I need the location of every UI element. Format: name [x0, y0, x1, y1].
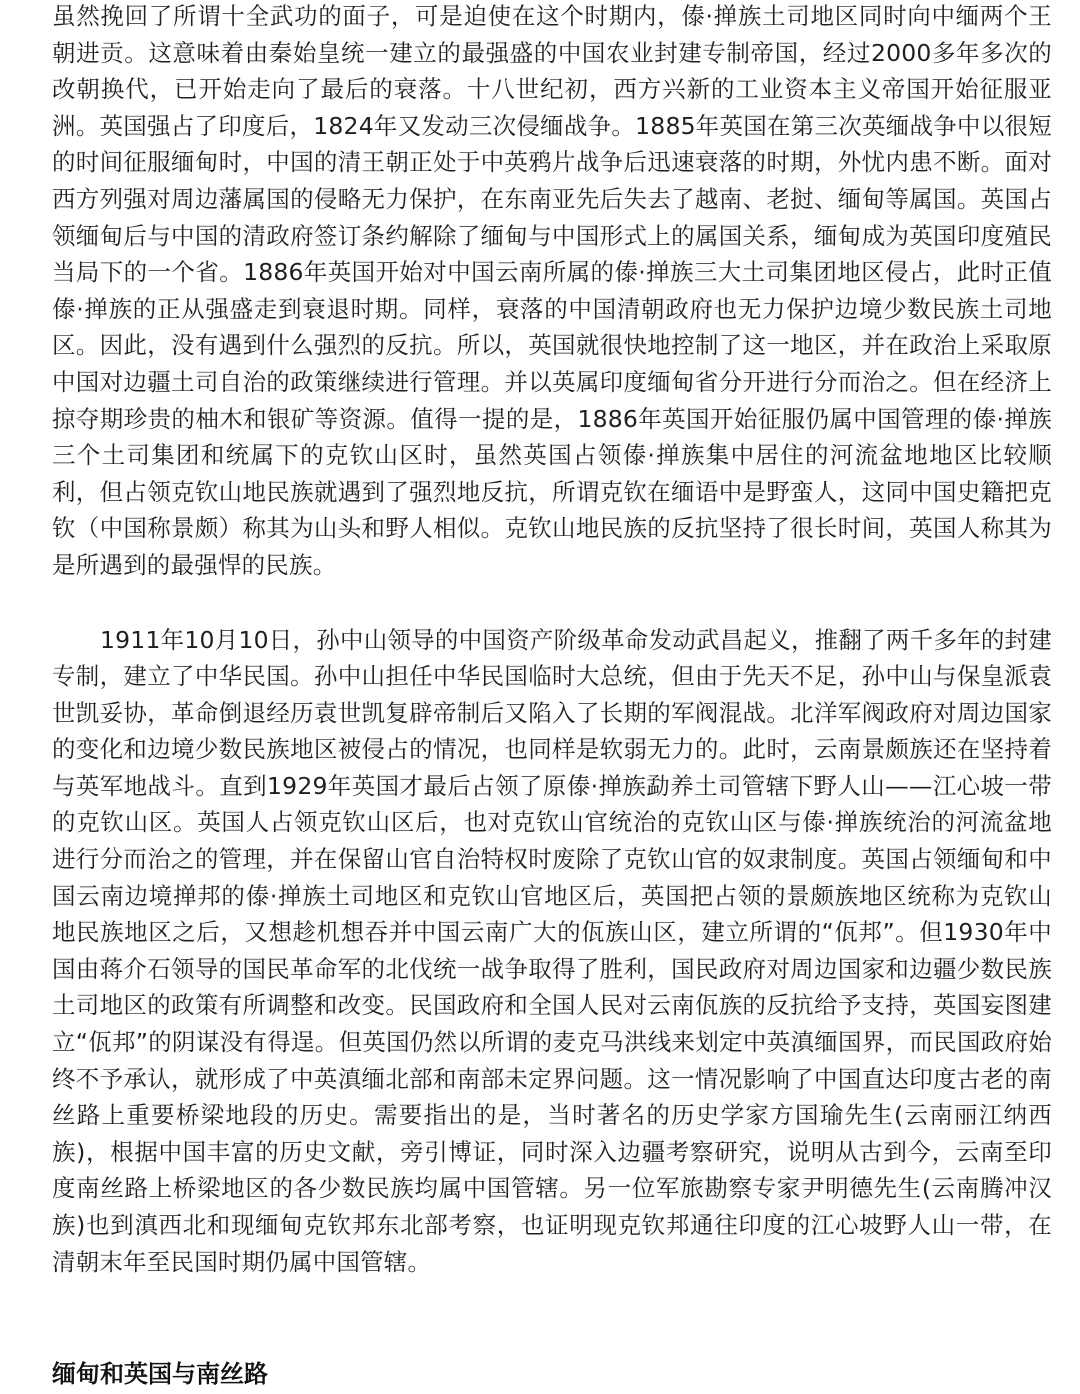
paragraph: 虽然挽回了所谓十全武功的面子，可是迫使在这个时期内，傣·掸族土司地区同时向中缅两个王朝进贡。这意味着由秦始皇统一建立的最强盛的中国农业封建专制帝国，经过2000多年多次的改朝换代，已开始走向了最后的衰落。十八世纪初，西方兴新的工业资本主义帝国开始征服亚洲。英国强占了印度后，1824年又发动三次侵缅战争。1885年英国在第三次英缅战争中以很短的时间征服缅甸时，中国的清王朝正处于中英鸦片战争后迅速衰落的时期，外忧内患不断。面对西方列强对周边藩属国的侵略无力保护，在东南亚先后失去了越南、老挝、缅甸等属国。英国占领缅甸后与中国的清政府签订条约解除了缅甸与中国形式上的属国关系，缅甸成为英国印度殖民当局下的一个省。1886年英国开始对中国云南所属的傣·掸族三大土司集团地区侵占，此时正值傣·掸族的正从强盛走到衰退时期。同样，衰落的中国清朝政府也无力保护边境少数民族土司地区。因此，没有遇到什么强烈的反抗。所以，英国就很快地控制了这一地区，并在政治上采取原中国对边疆土司自治的政策继续进行管理。并以英属印度缅甸省分开进行分而治之。但在经济上掠夺期珍贵的柚木和银矿等资源。值得一提的是，1886年英国开始征服仍属中国管理的傣·掸族三个土司集团和统属下的克钦山区时，虽然英国占领傣·掸族集中居住的河流盆地地区比较顺利，但占领克钦山地民族就遇到了强烈地反抗，所谓克钦在缅语中是野蛮人，这同中国史籍把克钦（中国称景颇）称其为山头和野人相似。克钦山地民族的反抗坚持了很长时间，英国人称其为是所遇到的最强悍的民族。: [52, 2, 1052, 579]
section-heading: 缅甸和英国与南丝路: [52, 1360, 268, 1388]
article-body: [52, 0, 1052, 1280]
paragraph: 1911年10月10日，孙中山领导的中国资产阶级革命发动武昌起义，推翻了两千多年的封建专制，建立了中华民国。孙中山担任中华民国临时大总统，但由于先天不足，孙中山与保皇派袁世凯妥协，革命倒退经历袁世凯复辟帝制后又陷入了长期的军阀混战。北洋军阀政府对周边国家的变化和边境少数民族地区被侵占的情况，也同样是软弱无力的。此时，云南景颇族还在坚持着与英军地战斗。直到1929年英国才最后占领了原傣·掸族勐养土司管辖下野人山——江心坡一带的克钦山区。英国人占领克钦山区后，也对克钦山官统治的克钦山区与傣·掸族统治的河流盆地进行分而治之的管理，并在保留山官自治特权时废除了克钦山官的奴隶制度。英国占领缅甸和中国云南边境掸邦的傣·掸族土司地区和克钦山官地区后，英国把占领的景颇族地区统称为克钦山地民族地区之后，又想趁机想吞并中国云南广大的佤族山区，建立所谓的“佤邦”。但1930年中国由蒋介石领导的国民革命军的北伐统一战争取得了胜利，国民政府对周边国家和边疆少数民族土司地区的政策有所调整和改变。民国政府和全国人民对云南佤族的反抗给予支持，英国妄图建立“佤邦”的阴谋没有得逞。但英国仍然以所谓的麦克马洪线来划定中英滇缅国界，而民国政府始终不予承认，就形成了中英滇缅北部和南部未定界问题。这一情况影响了中国直达印度古老的南丝路上重要桥梁地段的历史。需要指出的是，当时著名的历史学家方国瑜先生(云南丽江纳西族)，根据中国丰富的历史文献，旁引博证，同时深入边疆考察研究，说明从古到今，云南至印度南丝路上桥梁地区的各少数民族均属中国管辖。另一位军旅勘察专家尹明德先生(云南腾冲汉族)也到滇西北和现缅甸克钦邦东北部考察，也证明现克钦邦通往印度的江心坡野人山一带，在清朝末年至民国时期仍属中国管辖。: [52, 625, 1052, 1276]
